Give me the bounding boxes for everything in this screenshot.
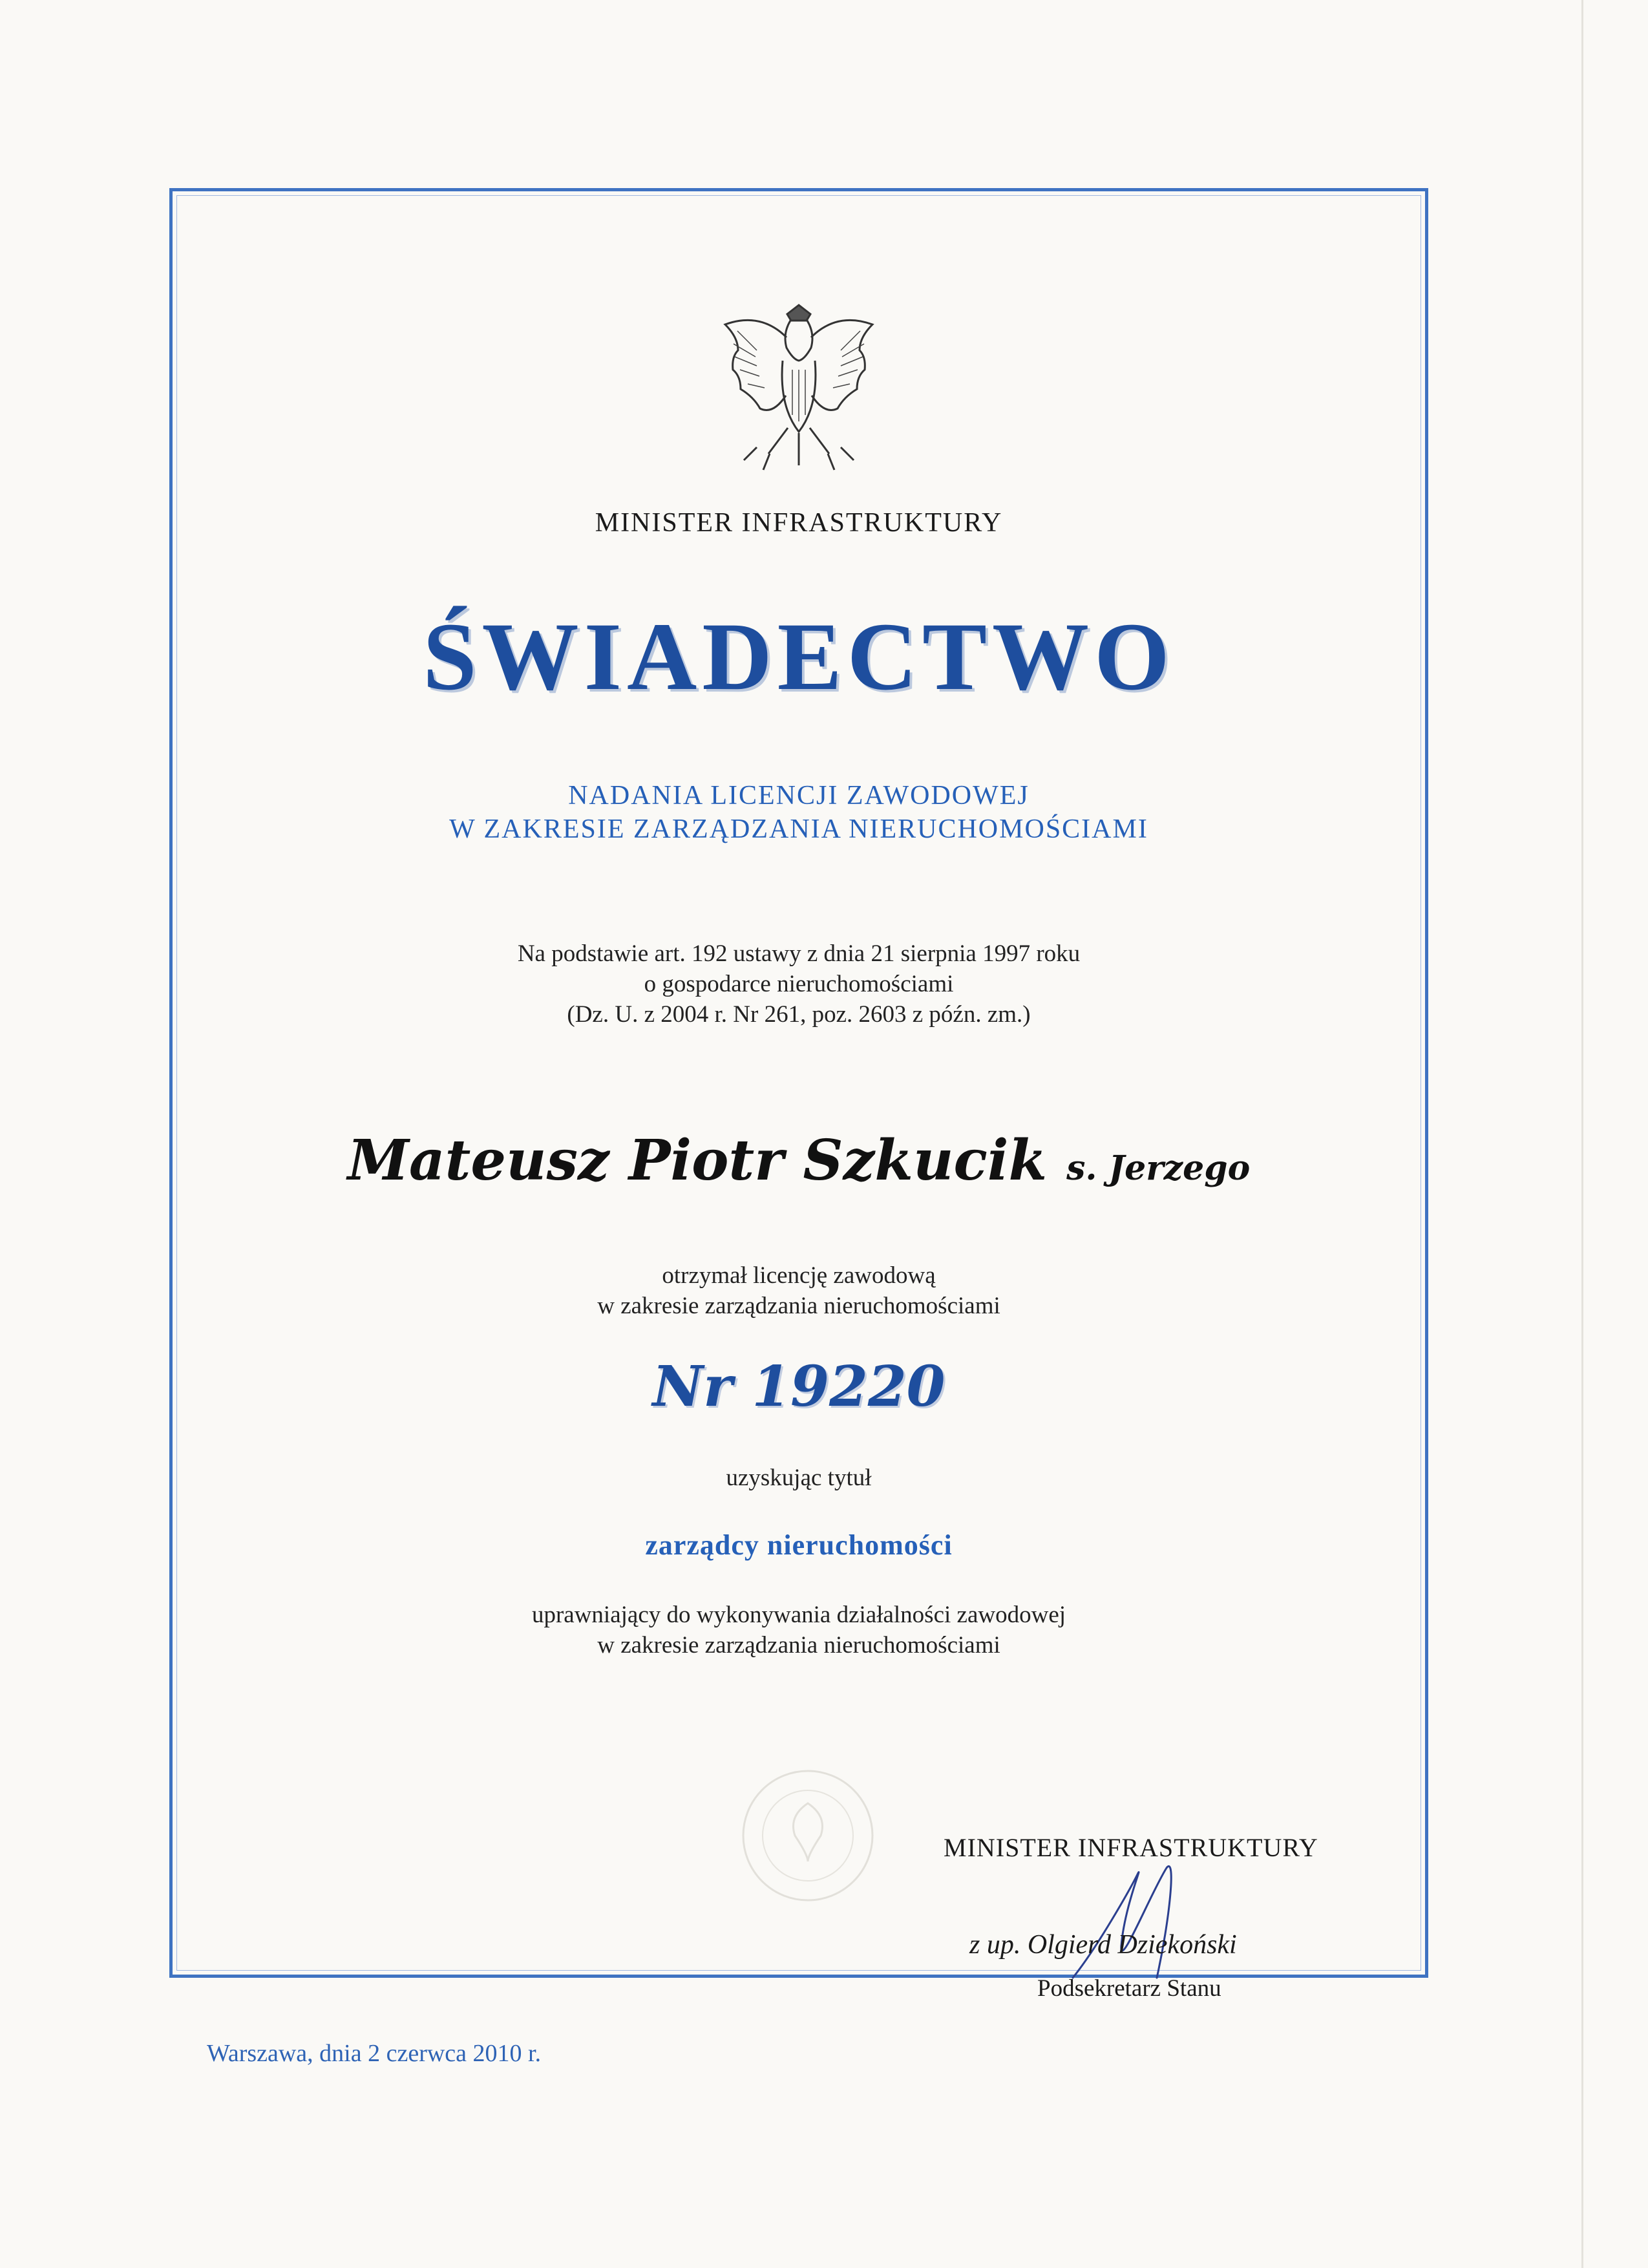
entitling-line-1: uprawniający do wykonywania działalności zawodowej [531,1602,1066,1628]
legal-basis-line-3: (Dz. U. z 2004 r. Nr 261, poz. 2603 z późn. zm.) [567,1001,1031,1028]
entitling-line-2: w zakresie zarządzania nieruchomościami [597,1632,1000,1659]
legal-basis-line-2: o gospodarce nieruchomościami [644,971,954,997]
legal-basis-line-1: Na podstawie art. 192 ustawy z dnia 21 sierpnia 1997 roku [517,940,1081,967]
signer-name: z up. Olgierd Dziekoński [969,1930,1237,1960]
professional-title: zarządcy nieruchomości [645,1529,953,1561]
received-line-1: otrzymał licencję zawodową [662,1262,936,1289]
license-number: Nr 19220 [652,1354,945,1419]
signer-role: MINISTER INFRASTRUKTURY [944,1833,1318,1862]
holder-name: Mateusz Piotr Szkucik [347,1128,1048,1193]
legal-basis [169,938,1428,1030]
place-and-date: Warszawa, dnia 2 czerwca 2010 r. [207,2040,542,2067]
holder-father: s. Jerzego [1066,1149,1251,1188]
issuer-heading: MINISTER INFRASTRUKTURY [595,508,1003,538]
received-statement [169,1260,1428,1321]
subtitle-line-2: W ZAKRESIE ZARZĄDZANIA NIERUCHOMOŚCIAMI [449,814,1148,844]
obtaining-label: uzyskując tytuł [726,1465,872,1491]
signer-position: Podsekretarz Stanu [1037,1975,1221,2002]
holder-name-line [169,1128,1428,1193]
page-edge [1581,0,1583,2268]
embossed-seal-icon [737,1765,879,1907]
document-subtitle [169,779,1428,846]
entitling-statement [169,1600,1428,1660]
received-line-2: w zakresie zarządzania nieruchomościami [597,1293,1000,1319]
eagle-icon [712,292,886,480]
document-title: ŚWIADECTWO [423,603,1175,710]
subtitle-line-1: NADANIA LICENCJI ZAWODOWEJ [568,781,1030,811]
